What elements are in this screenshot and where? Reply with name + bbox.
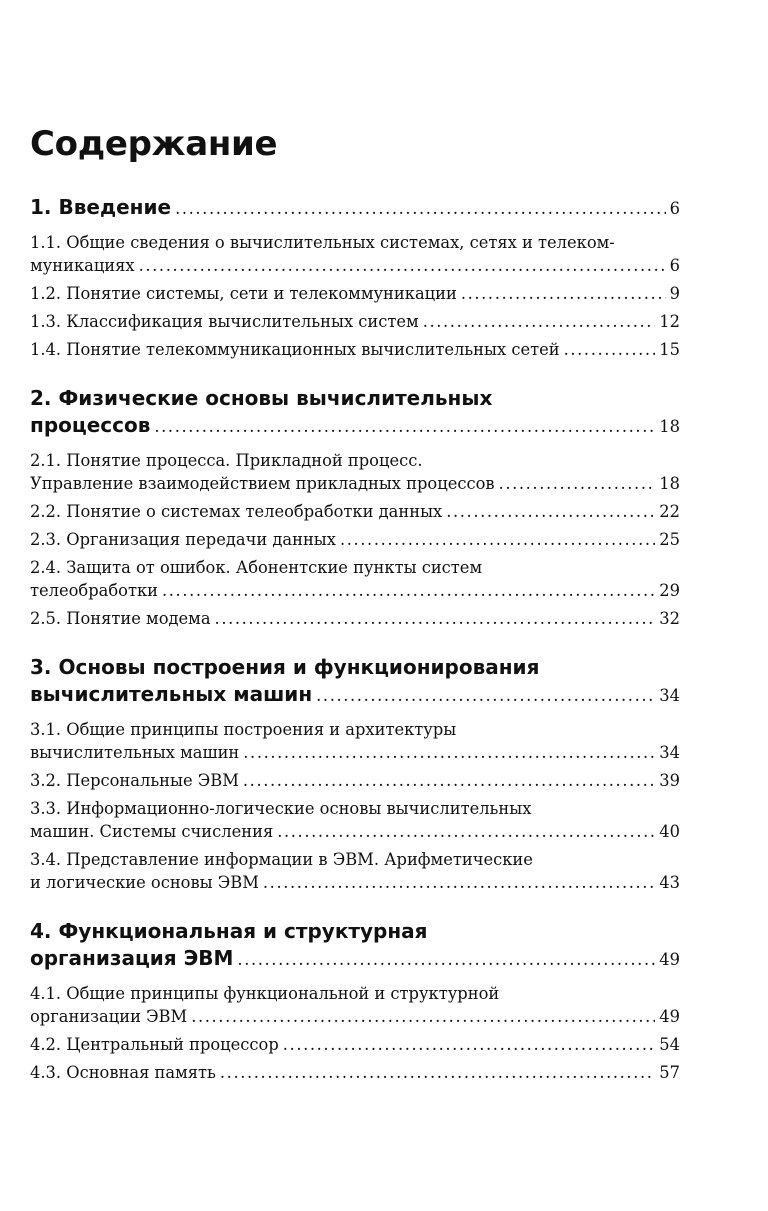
toc-chapter (30, 194, 680, 361)
page-number: 22 (659, 502, 680, 521)
entry-title-line: муникациях (30, 256, 135, 275)
page-number: 15 (659, 340, 680, 359)
entry-title-line: и логические основы ЭВМ (30, 873, 259, 892)
toc-entry[interactable] (30, 718, 680, 764)
toc-entry[interactable] (30, 982, 680, 1028)
toc-entry[interactable] (30, 500, 680, 523)
page-number: 12 (659, 312, 680, 331)
page-number: 34 (659, 686, 680, 705)
dot-leader (154, 413, 655, 440)
entry-title-line: 1.1. Общие сведения о вычислительных системах, сетях и телеком- (30, 233, 615, 252)
chapter-heading[interactable] (30, 385, 680, 440)
dot-leader (175, 195, 666, 222)
toc-entry[interactable] (30, 1033, 680, 1056)
entry-title-line: 3.1. Общие принципы построения и архитектуры (30, 720, 457, 739)
toc-entry[interactable] (30, 556, 680, 602)
dot-leader (243, 769, 655, 792)
dot-leader (499, 472, 656, 495)
page-number: 18 (659, 474, 680, 493)
chapter-title-line: 3. Основы построения и функционирования (30, 655, 540, 679)
toc-chapter (30, 918, 680, 1084)
toc-entry[interactable] (30, 231, 680, 277)
entry-title-line: 1.2. Понятие системы, сети и телекоммуникации (30, 284, 457, 303)
chapter-title-line: вычислительных машин (30, 682, 313, 706)
page-number: 18 (659, 417, 680, 436)
dot-leader (446, 500, 655, 523)
dot-leader (263, 871, 655, 894)
dot-leader (139, 254, 666, 277)
page-number: 43 (659, 873, 680, 892)
page-number: 6 (669, 199, 680, 218)
toc-entry[interactable] (30, 310, 680, 333)
page-number: 40 (659, 822, 680, 841)
entry-title-line: организации ЭВМ (30, 1007, 188, 1026)
toc-entry[interactable] (30, 848, 680, 894)
page-number: 39 (659, 771, 680, 790)
dot-leader (220, 1061, 655, 1084)
dot-leader (564, 338, 656, 361)
dot-leader (162, 579, 655, 602)
chapter-heading[interactable] (30, 194, 680, 222)
page-number: 34 (659, 743, 680, 762)
chapter-title-line: процессов (30, 413, 151, 437)
dot-leader (340, 528, 655, 551)
dot-leader (243, 741, 655, 764)
page-number: 29 (659, 581, 680, 600)
entry-title-line: 3.2. Персональные ЭВМ (30, 771, 239, 790)
entry-title-line: вычислительных машин (30, 743, 240, 762)
chapter-title-line: 4. Функциональная и структурная (30, 919, 428, 943)
entry-title-line: телеобработки (30, 581, 158, 600)
dot-leader (237, 946, 655, 973)
toc-entry[interactable] (30, 607, 680, 630)
dot-leader (191, 1005, 655, 1028)
page-number: 9 (669, 284, 680, 303)
toc-entry[interactable] (30, 769, 680, 792)
toc-chapter (30, 385, 680, 630)
entry-title-line: 4.1. Общие принципы функциональной и структурной (30, 984, 500, 1003)
chapter-heading[interactable] (30, 654, 680, 709)
entry-title-line: 1.3. Классификация вычислительных систем (30, 312, 419, 331)
dot-leader (215, 607, 656, 630)
toc-entry[interactable] (30, 797, 680, 843)
dot-leader (283, 1033, 656, 1056)
toc-entry[interactable] (30, 449, 680, 495)
entry-title-line: машин. Системы счисления (30, 822, 274, 841)
entry-title-line: 2.2. Понятие о системах телеобработки данных (30, 502, 443, 521)
chapter-title-line: 1. Введение (30, 195, 172, 219)
chapter-title-line: 2. Физические основы вычислительных (30, 386, 493, 410)
page-number: 49 (659, 950, 680, 969)
entry-title-line: 2.3. Организация передачи данных (30, 530, 336, 549)
toc-entry[interactable] (30, 528, 680, 551)
dot-leader (423, 310, 656, 333)
chapter-heading[interactable] (30, 918, 680, 973)
chapter-title-line: организация ЭВМ (30, 946, 234, 970)
toc-entry[interactable] (30, 282, 680, 305)
entry-title-line: 2.4. Защита от ошибок. Абонентские пункты систем (30, 558, 483, 577)
entry-title-line: 2.1. Понятие процесса. Прикладной процесс. (30, 451, 423, 470)
toc-entry[interactable] (30, 338, 680, 361)
page-title: Содержание (30, 124, 278, 164)
page-number: 49 (659, 1007, 680, 1026)
entry-title-line: 3.4. Представление информации в ЭВМ. Арифметические (30, 850, 533, 869)
page-number: 54 (659, 1035, 680, 1054)
entry-title-line: 1.4. Понятие телекоммуникационных вычислительных сетей (30, 340, 560, 359)
table-of-contents (30, 194, 680, 1084)
toc-entry[interactable] (30, 1061, 680, 1084)
dot-leader (461, 282, 666, 305)
entry-title-line: 4.3. Основная память (30, 1063, 216, 1082)
entry-title-line: 2.5. Понятие модема (30, 609, 211, 628)
page-number: 6 (669, 256, 680, 275)
dot-leader (316, 682, 655, 709)
toc-chapter (30, 654, 680, 894)
entry-title-line: 4.2. Центральный процессор (30, 1035, 279, 1054)
toc-page (30, 120, 680, 1108)
page-number: 25 (659, 530, 680, 549)
page-number: 57 (659, 1063, 680, 1082)
dot-leader (277, 820, 655, 843)
entry-title-line: 3.3. Информационно-логические основы вычислительных (30, 799, 532, 818)
entry-title-line: Управление взаимодействием прикладных процессов (30, 474, 495, 493)
page-number: 32 (659, 609, 680, 628)
